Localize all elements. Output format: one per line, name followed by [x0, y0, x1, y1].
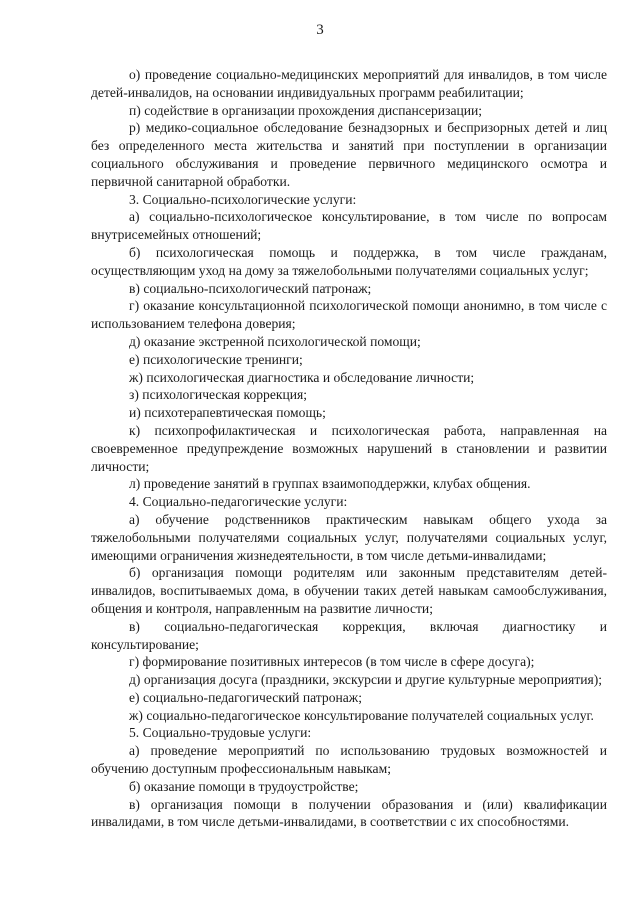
- list-item-i-psychotherapy: и) психотерапевтическая помощь;: [129, 405, 326, 421]
- list-item-a-consulting: а) социально-психологическое консультирование, в том числе по вопросам внутрисемейных отношений;: [91, 209, 607, 243]
- list-item-e-trainings: е) психологические тренинги;: [129, 351, 303, 367]
- list-item-l-support-groups: л) проведение занятий в группах взаимоподдержки, клубах общения.: [129, 476, 531, 492]
- list-item-o-medical-events: о) проведение социально-медицинских мероприятий для инвалидов, в том числе детей-инвалидов, на основании индивидуальных программ реабилитации;: [91, 67, 607, 100]
- list-item-v-education-help: в) организация помощи в получении образования и (или) квалификации инвалидами, в том числе детьми-инвалидами, в соответствии с их способностями.: [91, 796, 607, 830]
- document-body: [91, 66, 607, 831]
- page-number: 3: [316, 22, 324, 38]
- list-item-zh-pedagogical-consulting: ж) социально-педагогическое консультирование получателей социальных услуг.: [129, 707, 594, 723]
- list-item-b-employment: б) оказание помощи в трудоустройстве;: [129, 778, 359, 794]
- list-item-v-patronage: в) социально-психологический патронаж;: [129, 280, 372, 296]
- list-item-b-parents-help: б) организация помощи родителям или законным представителям детей-инвалидов, воспитываемых дома, в обучении таких детей навыкам самообслуживания, общения и контроля, направленным на развитие личности;: [91, 565, 607, 616]
- list-item-g-anonymous-help: г) оказание консультационной психологической помощи анонимно, в том числе с использованием телефона доверия;: [91, 298, 607, 332]
- list-item-z-correction: з) психологическая коррекция;: [129, 387, 308, 403]
- list-item-k-prevention: к) психопрофилактическая и психологическая работа, направленная на своевременное предупреждение возможных нарушений в становлении и развитии личности;: [91, 422, 607, 474]
- section-heading-3: 3. Социально-психологические услуги:: [129, 191, 357, 207]
- list-item-g-positive-interests: г) формирование позитивных интересов (в том числе в сфере досуга);: [129, 654, 535, 670]
- list-item-e-pedagogical-patronage: е) социально-педагогический патронаж;: [129, 689, 362, 705]
- list-item-p-dispensary: п) содействие в организации прохождения диспансеризации;: [129, 102, 483, 118]
- list-item-b-psych-help: б) психологическая помощь и поддержка, в том числе гражданам, осуществляющим уход на дому за тяжелобольными получателями социальных услуг;: [91, 244, 607, 278]
- list-item-d-leisure: д) организация досуга (праздники, экскурсии и другие культурные мероприятия);: [129, 672, 603, 688]
- list-item-r-medical-social-exam: р) медико-социальное обследование безнадзорных и беспризорных детей и лиц без определенного места жительства и занятий при поступлении в организации социального обслуживания и проведение первичного медицинского осмотра и первичной санитарной обработки.: [91, 120, 607, 189]
- list-item-a-labor-events: а) проведение мероприятий по использованию трудовых возможностей и обучению доступным профессиональным навыкам;: [91, 743, 607, 777]
- section-heading-5: 5. Социально-трудовые услуги:: [129, 725, 312, 741]
- list-item-a-relatives-training: а) обучение родственников практическим навыкам общего ухода за тяжелобольными получателями социальных услуг, получателями социальных услуг, имеющими ограничения жизнедеятельности, в том числе детьми-инвалидами;: [91, 511, 607, 563]
- list-item-v-pedagogical-correction: в) социально-педагогическая коррекция, включая диагностику и консультирование;: [91, 618, 607, 652]
- list-item-d-emergency-help: д) оказание экстренной психологической помощи;: [129, 333, 421, 349]
- section-heading-4: 4. Социально-педагогические услуги:: [129, 494, 348, 510]
- list-item-zh-diagnostics: ж) психологическая диагностика и обследование личности;: [129, 369, 475, 385]
